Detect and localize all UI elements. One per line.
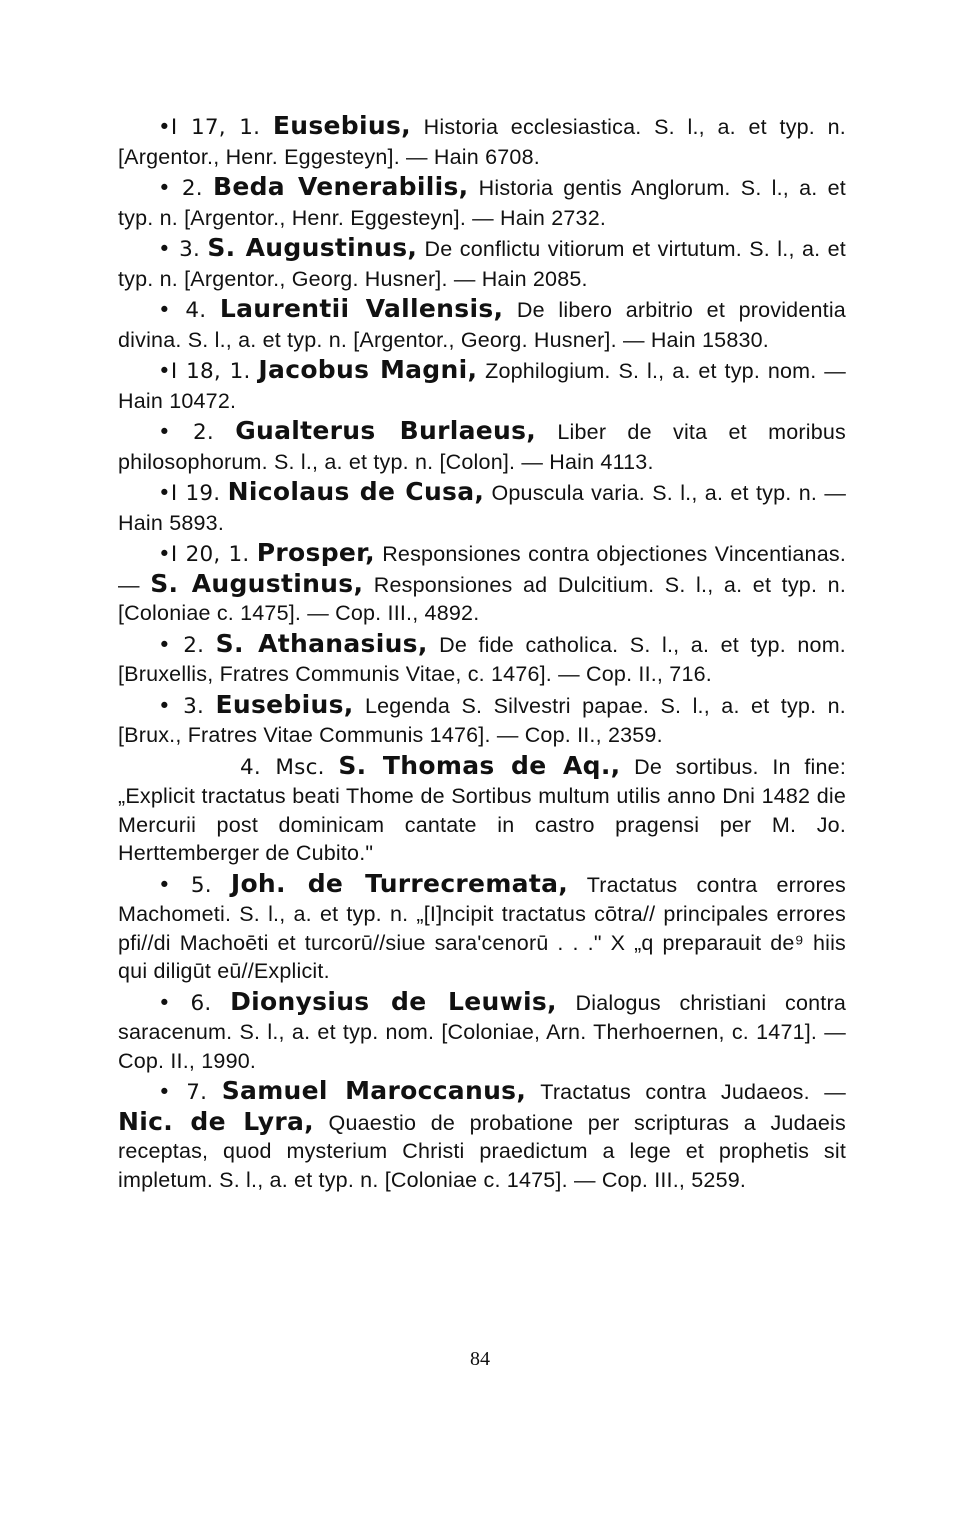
entry-mark: • 6. <box>158 990 212 1016</box>
entry-text: De conflictu vitiorum et virtutum. S. l., a. et typ. n. [Argentor., Georg. Husner]. — Hain 2085. <box>118 237 846 291</box>
entry-mark: • 7. <box>158 1080 208 1105</box>
entry-author: S. Thomas de Aq., <box>338 750 621 780</box>
entry-text: Tractatus contra errores Machometi. S. l., a. et typ. n. „[I]ncipit tractatus cōtra// principales errores pfi//di Machoēti et turcorū//siue sara'cenorū . . ." X „q preparauit de⁹ hiis qui diligūt eū//Explicit. <box>118 872 846 983</box>
entry-mark: • 2. <box>158 176 203 201</box>
entry-mark: • 3. <box>158 237 201 262</box>
entry-author-second: S. Augustinus, <box>150 568 364 598</box>
entry-mark: •I 17, 1. <box>158 115 261 140</box>
entry-author: Gualterus Burlaeus, <box>235 416 537 445</box>
entry-text: De sortibus. In fine: „Explicit tractatus beati Thome de Sortibus multum utilis anno Dni 1482 die Mercurii post dominicam cantate in castro pragensi per M. Jo. Herttemberger de Cubito." <box>118 754 846 865</box>
entry-text: Tractatus contra Judaeos. — <box>526 1080 846 1104</box>
entry-text: Zophilogium. S. l., a. et typ. nom. — Hain 10472. <box>118 359 847 413</box>
entry-author: Dionysius de Leuwis, <box>230 986 557 1016</box>
entry-mark: • 5. <box>158 872 212 898</box>
entry-text: Legenda S. Silvestri papae. S. l., a. et typ. n. [Brux., Fratres Vitae Communis 1476]. — Cop. II., 2359. <box>118 693 846 747</box>
entry-author-second: Nic. de Lyra, <box>118 1106 314 1136</box>
entry-i18-1 <box>118 356 846 415</box>
entry-mark: • 2. <box>158 420 214 445</box>
entry-i17-1 <box>118 112 846 171</box>
entry-i17-2 <box>118 173 846 232</box>
entry-text: Liber de vita et moribus philosophorum. S. l., a. et typ. n. [Colon]. — Hain 4113. <box>118 420 846 474</box>
entry-i18-2 <box>118 417 846 476</box>
entry-mark: •I 19. <box>158 481 221 506</box>
entry-text: Historia ecclesiastica. S. l., a. et typ. n. [Argentor., Henr. Eggesteyn]. — Hain 6708. <box>118 115 846 169</box>
entry-i20-5 <box>118 870 846 986</box>
entry-author: Joh. de Turrecremata, <box>230 868 569 898</box>
entry-text-second: Quaestio de probatione per scripturas a Judaeis receptas, quod mysterium Christi praedictum a lege et prophetis sit impletum. S. l., a. et typ. n. [Coloniae c. 1475]. — Cop. III., 5259. <box>118 1110 846 1192</box>
entry-i20-6 <box>118 988 846 1076</box>
entry-text: Dialogus christiani contra saracenum. S. l., a. et typ. nom. [Coloniae, Arn. Therhoernen, c. 1471]. — Cop. II., 1990. <box>118 990 846 1073</box>
entry-i19 <box>118 478 846 537</box>
entry-author: Laurentii Vallensis, <box>219 294 504 323</box>
entry-text: De fide catholica. S. l., a. et typ. nom. [Bruxellis, Fratres Communis Vitae, c. 1476]. — Cop. II., 716. <box>118 632 846 686</box>
entry-author: Prosper, <box>256 538 375 567</box>
entry-mark: •I 18, 1. <box>158 359 251 384</box>
entry-mark: • 4. <box>158 298 207 323</box>
entry-author: Eusebius, <box>272 111 411 140</box>
entry-i20-4 <box>118 752 846 868</box>
entry-text: Historia gentis Anglorum. S. l., a. et typ. n. [Argentor., Henr. Eggesteyn]. — Hain 2732. <box>118 176 846 230</box>
catalog-page <box>118 112 846 1196</box>
entry-author: S. Athanasius, <box>215 628 428 658</box>
entry-author: Eusebius, <box>215 689 354 719</box>
page-number: 84 <box>470 1348 490 1370</box>
entry-text: De libero arbitrio et providentia divina. S. l., a. et typ. n. [Argentor., Georg. Husner]. — Hain 15830. <box>118 298 846 352</box>
entry-author: Beda Venerabilis, <box>213 172 469 201</box>
entry-mark: •I 20, 1. <box>158 542 250 567</box>
entry-text: Opuscula varia. S. l., a. et typ. n. — Hain 5893. <box>118 481 847 535</box>
entry-author: S. Augustinus, <box>207 233 418 262</box>
entry-i17-3 <box>118 234 846 293</box>
entry-text-second: Responsiones ad Dulcitium. S. l., a. et typ. n. [Coloniae c. 1475]. — Cop. III., 4892. <box>118 572 847 625</box>
entry-author: Samuel Maroccanus, <box>221 1076 527 1105</box>
entry-i20-7 <box>118 1077 846 1194</box>
entry-mark: • 3. <box>158 693 205 719</box>
entry-text: Responsiones contra objectiones Vincentianas. — <box>118 542 846 597</box>
entry-i17-4 <box>118 295 846 354</box>
entry-i20-1 <box>118 539 846 628</box>
entry-i20-2 <box>118 630 846 689</box>
entry-mark: 4. Msc. <box>240 754 325 780</box>
entry-i20-3 <box>118 691 846 750</box>
entry-author: Jacobus Magni, <box>258 355 478 384</box>
entry-author: Nicolaus de Cusa, <box>227 477 485 506</box>
entry-mark: • 2. <box>158 632 205 658</box>
